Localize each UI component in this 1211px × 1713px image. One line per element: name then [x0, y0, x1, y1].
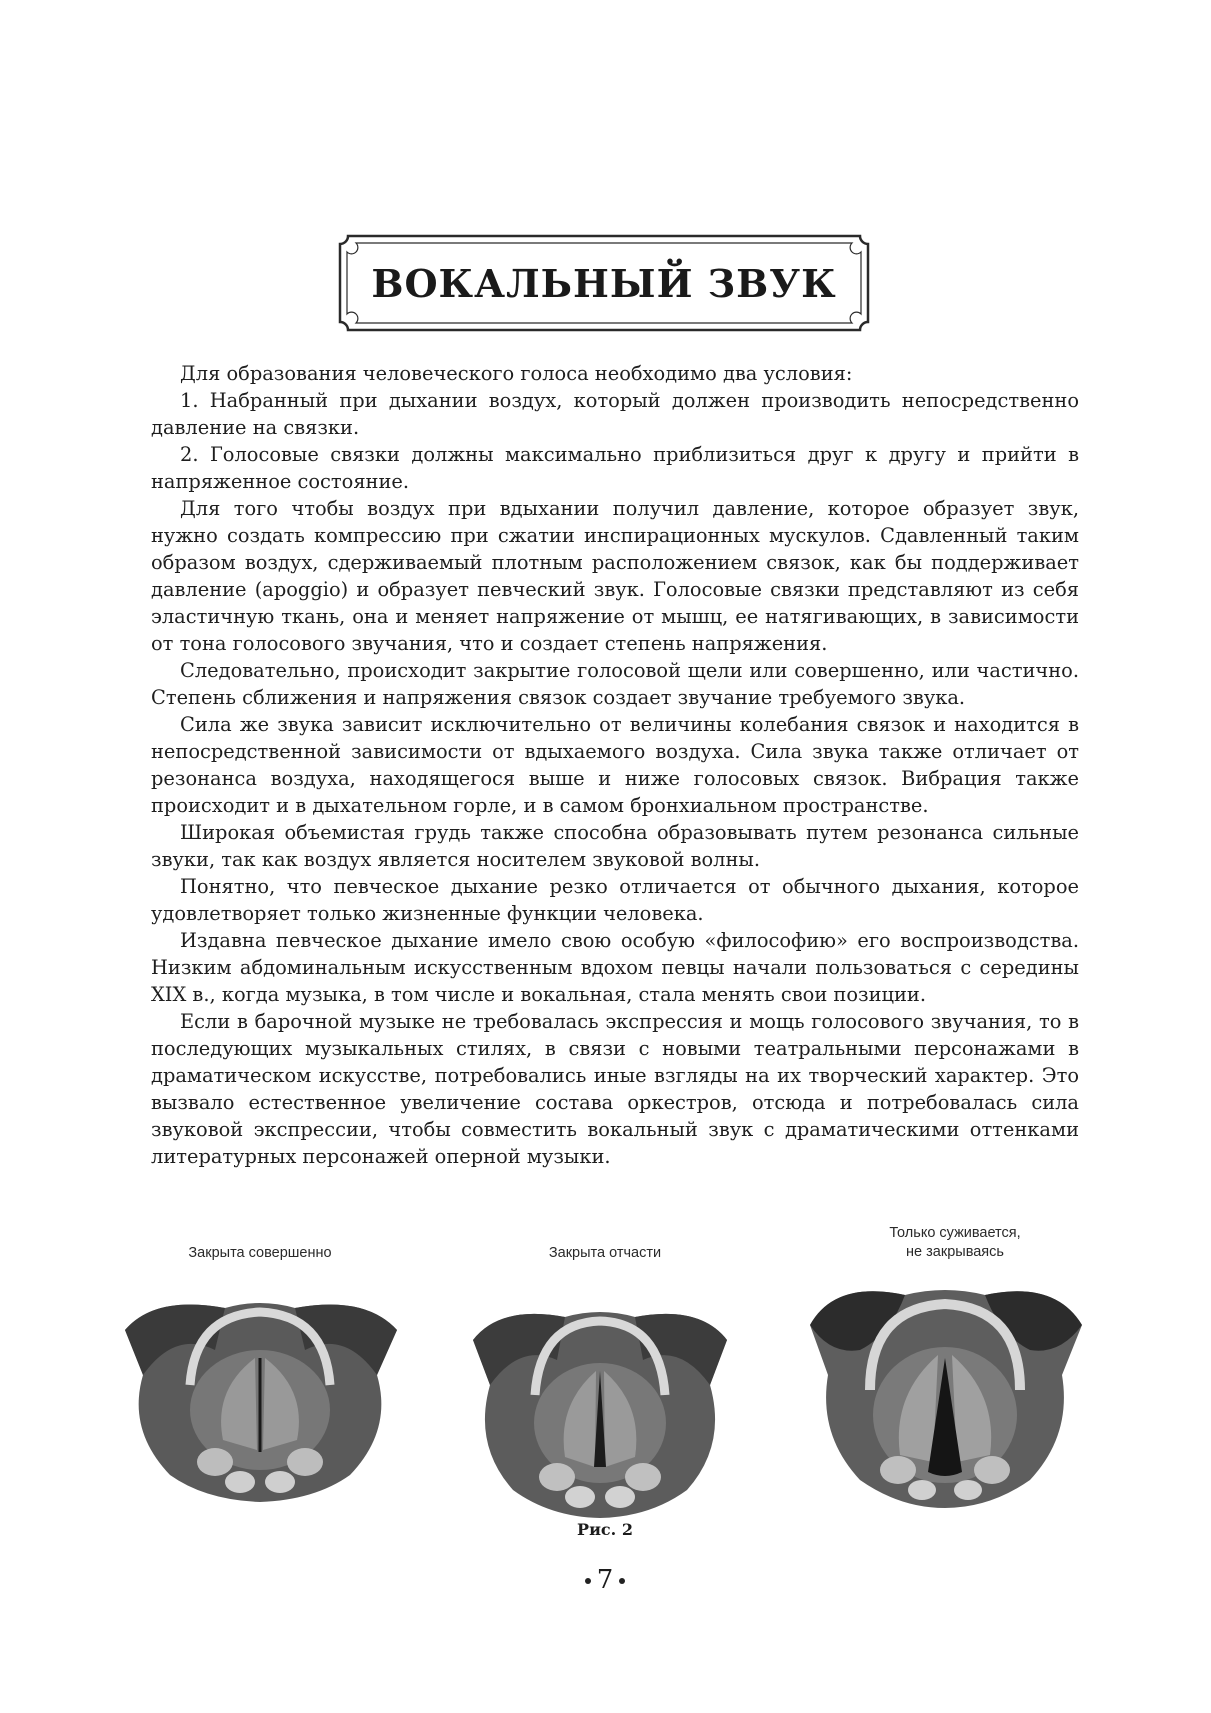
body-text — [151, 360, 1079, 1170]
page-number-block — [555, 1560, 655, 1600]
paragraph: 2. Голосовые связки должны максимально приблизиться друг к другу и прийти в напряженное состояние. — [151, 443, 1079, 493]
title-frame — [336, 232, 872, 334]
glottis-closed-illustration — [115, 1290, 405, 1505]
paragraph: Понятно, что певческое дыхание резко отличается от обычного дыхания, которое удовлетворяет только жизненные функции человека. — [151, 875, 1079, 925]
paragraph: 1. Набранный при дыхании воздух, который должен производить непосредственно давление на связки. — [151, 389, 1079, 439]
figure-label: Рис. 2 — [577, 1520, 633, 1539]
caption-closed-partly: Закрыта отчасти — [548, 1245, 662, 1261]
paragraph: Широкая объемистая грудь также способна образовывать путем резонанса сильные звуки, так как воздух является носителем звуковой волны. — [151, 821, 1079, 871]
glottis-partly-closed-illustration — [465, 1305, 735, 1520]
bullet-icon — [585, 1578, 591, 1584]
page-number: 7 — [596, 1565, 614, 1595]
paragraph: Сила же звука зависит исключительно от величины колебания связок и находится в непосредственной зависимости от вдыхаемого воздуха. Сила звука также отличает от резонанса воздуха, находящегося выше и ниже голосовых связок. Вибрация также происходит и в дыхательном горле, и в самом бронхиальном пространстве. — [151, 713, 1079, 817]
paragraph: Если в барочной музыке не требовалась экспрессия и мощь голосового звучания, то в последующих музыкальных стилях, в связи с новыми театральными персонажами в драматическом искусстве, потребовались иные взгляды на их творческий характер. Это вызвало естественное увеличение состава оркестров, отсюда и потребовалась сила звуковой экспрессии, чтобы совместить вокальный звук с драматическими оттенками литературных персонажей оперной музыки. — [151, 1010, 1079, 1168]
paragraph: Следовательно, происходит закрытие голосовой щели или совершенно, или частично. Степень сближения и напряжения связок создает звучание требуемого звука. — [151, 659, 1079, 709]
bullet-icon — [619, 1578, 625, 1584]
caption-closed-fully: Закрыта совершенно — [188, 1245, 332, 1261]
paragraph: Для того чтобы воздух при вдыхании получил давление, которое образует звук, нужно создать компрессию при сжатии инспирационных мускулов. Сдавленный таким образом воздух, сдерживаемый плотным расположением связок, как бы поддерживает давление (apoggio) и образует певческий звук. Голосовые связки представляют из себя эластичную ткань, она и меняет напряжение от мышц, ее натягивающих, в зависимости от тона голосового звучания, что и создает степень напряжения. — [151, 497, 1079, 655]
caption-narrowed-line1: Только суживается, — [889, 1225, 1021, 1241]
caption-narrowed-line2: не закрываясь — [906, 1244, 1004, 1260]
paragraph: Для образования человеческого голоса необходимо два условия: — [180, 362, 853, 385]
paragraph: Издавна певческое дыхание имело свою особую «философию» его воспроизводства. Низким абдоминальным искусственным вдохом певцы начали пользоваться с середины XIX в., когда музыка, в том числе и вокальная, стала менять свои позиции. — [151, 929, 1079, 1006]
glottis-narrowed-illustration — [800, 1280, 1090, 1510]
page-title: ВОКАЛЬНЫЙ ЗВУК — [371, 260, 837, 306]
